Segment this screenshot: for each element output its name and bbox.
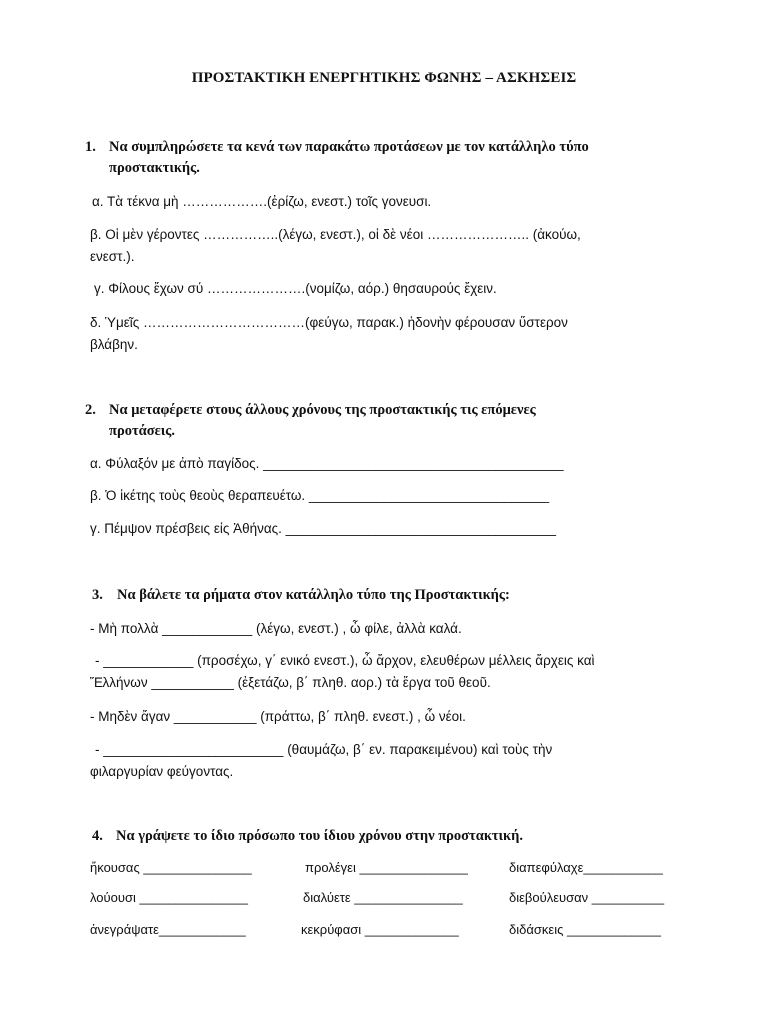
q1-item-b: β. Οἱ μὲν γέροντες ……………..(λέγω, ενεστ.), οἱ δὲ νέοι ………………….. (ἀκούω, [90, 227, 581, 242]
q4-cell-r3c2: κεκρύφασι _____________ [301, 922, 459, 937]
q2-item-a: α. Φύλαξόν με ἀπὸ παγίδος. ________________________________________ [90, 456, 564, 471]
q2-item-b: β. Ὁ ἱκέτης τοὺς θεοὺς θεραπευέτω. ________________________________ [90, 488, 550, 503]
q4-cell-r1c1: ἤκουσας _______________ [90, 860, 252, 875]
q1-heading-line1: Να συμπληρώσετε τα κενά των παρακάτω προτάσεων με τον κατάλληλο τύπο [109, 139, 589, 155]
page-title: ΠΡΟΣΤΑΚΤΙΚΗ ΕΝΕΡΓΗΤΙΚΗΣ ΦΩΝΗΣ – ΑΣΚΗΣΕΙΣ [191, 70, 577, 86]
q4-cell-r2c2: διαλύετε _______________ [303, 890, 463, 905]
q3-item-3: - Μηδὲν ἄγαν ___________ (πράττω, β΄ πληθ. ενεστ.) , ὦ νέοι. [90, 709, 466, 724]
q4-heading [92, 826, 712, 848]
q3-item-1: - Μὴ πολλὰ ____________ (λέγω, ενεστ.) , ὦ φίλε, ἀλλὰ καλά. [90, 621, 462, 636]
q4-number: 4. [92, 828, 103, 844]
q1-heading [85, 137, 705, 181]
q2-heading [85, 400, 705, 444]
q3-heading-text: Να βάλετε τα ρήματα στον κατάλληλο τύπο της Προστακτικής: [117, 587, 510, 603]
q4-cell-r3c1: ἀνεγράψατε____________ [90, 922, 246, 937]
q3-number: 3. [92, 587, 103, 603]
q1-item-d-cont: βλάβην. [90, 337, 138, 352]
q1-item-d: δ. Ὑμεῖς ………………………………(φεύγω, παρακ.) ἡδονὴν φέρουσαν ὕστερον [90, 315, 568, 330]
q3-item-2-cont: Ἕλλήνων ___________ (ἐξετάζω, β΄ πληθ. αορ.) τὰ ἔργα τοῦ θεοῦ. [90, 675, 491, 690]
q4-cell-r2c1: λούουσι _______________ [90, 890, 248, 905]
q1-item-b-cont: ενεστ.). [90, 249, 135, 264]
q1-item-a: α. Τὰ τέκνα μὴ ……………….(ἐρίζω, ενεστ.) τοῖς γονευσι. [92, 194, 432, 209]
q4-heading-text: Να γράψετε το ίδιο πρόσωπο του ίδιου χρόνου στην προστακτική. [116, 828, 523, 844]
q1-item-c: γ. Φίλους ἔχων σύ ………………….(νομίζω, αόρ.) θησαυρούς ἔχειν. [94, 281, 497, 296]
q1-heading-line2: προστακτικής. [109, 160, 200, 176]
q4-cell-r1c2: προλέγει _______________ [305, 860, 468, 875]
q3-item-4-cont: φιλαργυρίαν φεύγοντας. [90, 764, 234, 779]
q2-heading-line1: Να μεταφέρετε στους άλλους χρόνους της προστακτικής τις επόμενες [109, 402, 536, 418]
q3-heading [92, 585, 712, 607]
q4-cell-r2c3: διεβούλευσαν __________ [509, 890, 665, 905]
q4-cell-r3c3: διδάσκεις _____________ [509, 922, 661, 937]
q3-item-4: - ________________________ (θαυμάζω, β΄ εν. παρακειμένου) καὶ τοὺς τὴν [95, 742, 553, 757]
q2-heading-line2: προτάσεις. [109, 423, 176, 439]
q3-item-2: - ____________ (προσέχω, γ΄ ενικό ενεστ.), ὦ ἄρχον, ελευθέρων μέλλεις ἄρχεις καὶ [95, 653, 595, 668]
q4-cell-r1c3: διαπεφύλαχε___________ [509, 860, 663, 875]
q2-number: 2. [85, 402, 96, 418]
q1-number: 1. [85, 139, 96, 155]
q2-item-c: γ. Πέμψον πρέσβεις εἰς Ἀθήνας. ____________________________________ [90, 521, 556, 536]
